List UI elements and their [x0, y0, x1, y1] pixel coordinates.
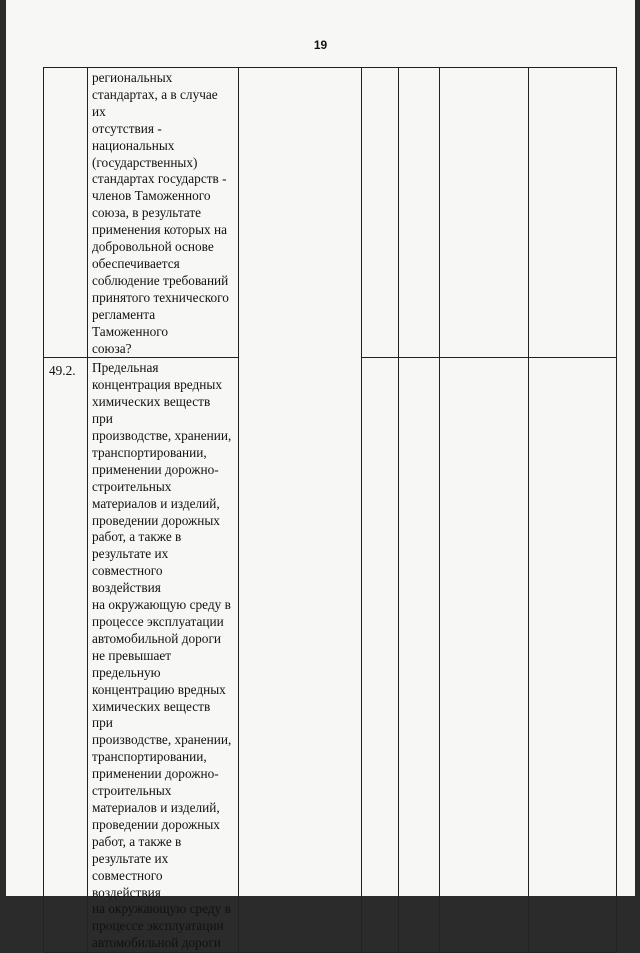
row-number: 49.2. [49, 363, 76, 379]
empty-cell [440, 358, 529, 953]
page-number: 19 [313, 38, 328, 52]
requirement-cell [88, 358, 239, 953]
requirement-text: Предельная концентрация вредных химических веществ при производстве, хранении, транспортировании, применении дорожно- строительных материалов и изделий, проведении дорожных работ, а также в результате их совместного воздействия на окружающую среду в процессе эксплуатации автомобильной дороги не превышает предельную концентрацию вредных химических веществ при производстве, хранении, транспортировании, применении дорожно- строительных материалов и изделий, проведении дорожных работ, а также в результате их совместного воздействия на окружающую среду в процессе эксплуатации автомобильной дороги [92, 360, 232, 951]
empty-cell [362, 68, 399, 358]
table-row [44, 68, 617, 358]
checklist-table [43, 67, 617, 953]
empty-cell [440, 68, 529, 358]
empty-cell [529, 358, 617, 953]
empty-cell [529, 68, 617, 358]
document-page [6, 0, 635, 951]
requirement-cell [88, 68, 239, 358]
row-number-cell [44, 68, 88, 358]
empty-cell [362, 358, 399, 953]
row-number-cell [44, 358, 88, 953]
empty-cell [399, 68, 440, 358]
empty-cell-merged [239, 68, 362, 953]
requirement-text: региональных стандартах, а в случае их отсутствия - национальных (государственных) стандартах государств - членов Таможенного союза, в результате применения которых на добровольной основе обеспечивается соблюдение требований принятого технического регламента Таможенного союза? [92, 70, 229, 356]
empty-cell [399, 358, 440, 953]
